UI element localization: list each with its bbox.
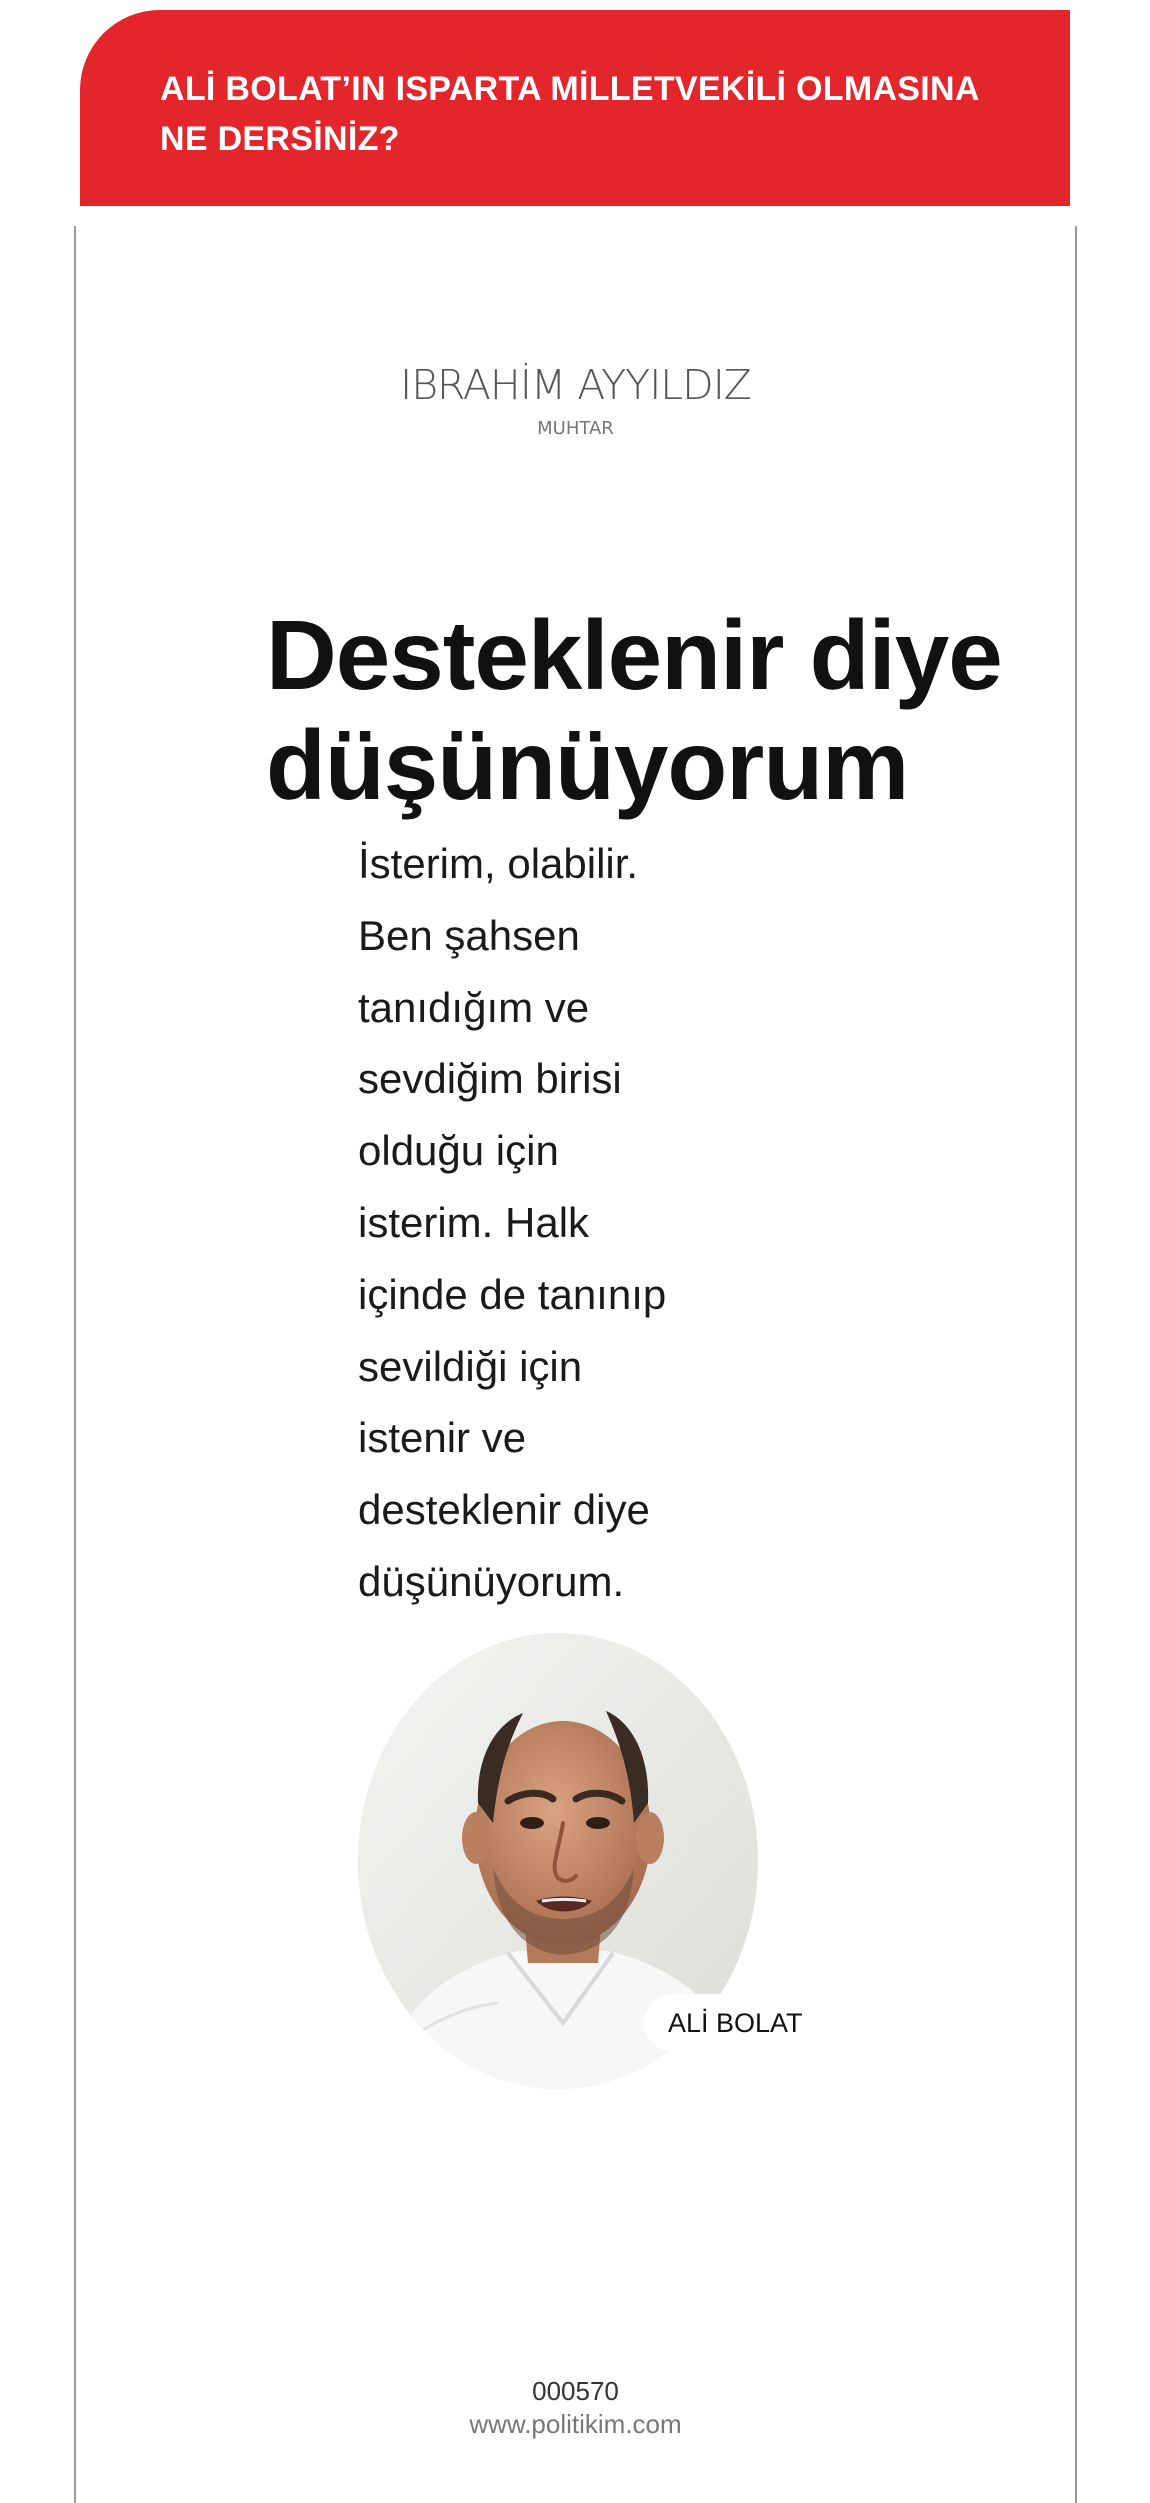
frame-left-border xyxy=(74,226,76,2503)
answer-text: İsterim, olabilir. Ben şahsen tanıdığım ve sevdiğim birisi olduğu için isterim. Halk içinde de tanınıp sevildiği için istenir ve desteklenir diye düşünüyorum. xyxy=(358,840,667,1605)
document-number: 000570 xyxy=(532,2376,619,2406)
website-url[interactable]: www.politikim.com xyxy=(469,2409,682,2439)
frame-right-border xyxy=(1075,226,1077,2503)
banner-question: ALİ BOLAT’IN ISPARTA MİLLETVEKİLİ OLMASINA NE DERSİNİZ? xyxy=(160,70,980,158)
question-banner xyxy=(80,10,1070,206)
respondent-role: MUHTAR xyxy=(537,418,614,439)
photo-caption: ALİ BOLAT xyxy=(644,1994,827,2052)
article-headline: Desteklenir diye düşünüyorum xyxy=(266,600,1002,820)
respondent-name: IBRAHİM AYYILDIZ xyxy=(400,361,751,409)
